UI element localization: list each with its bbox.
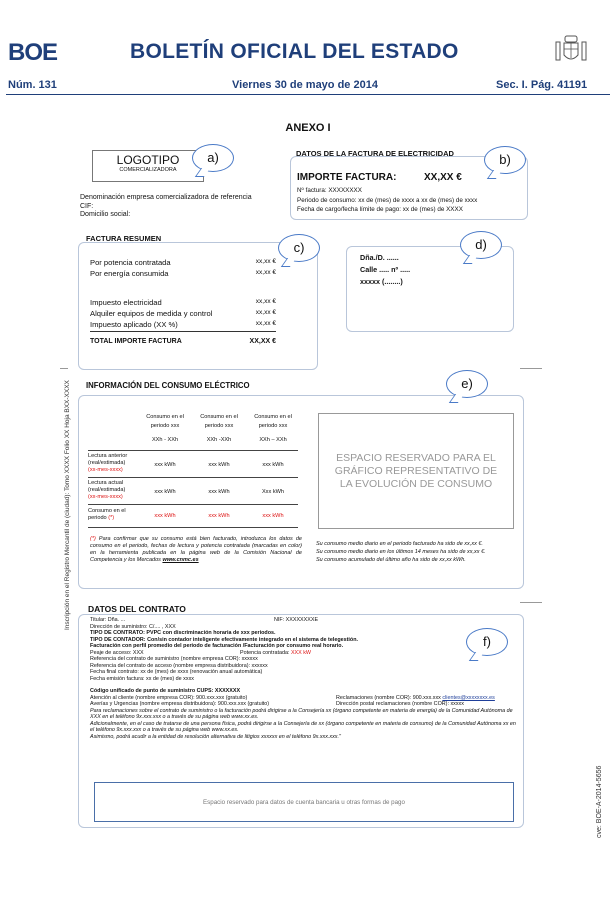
col-date: XXh – XXh [259,437,287,443]
table-cell: xxx kWh [208,489,230,495]
contract-line: Referencia del contrato de acceso (nombre empresa distribuidora): xxxxxx [90,662,268,669]
company-info [80,194,252,220]
contract-line: Peaje de acceso: XXX Potencia contratada: XXX kW [90,649,312,656]
contract-line: TIPO DE CONTADOR: Con/sin contador inteligente efectivamente integrado en el sistema de telegestión. [90,636,358,643]
callout-a-label: a) [207,150,219,165]
consumption-heading: INFORMACIÓN DEL CONSUMO ELÉCTRICO [86,381,250,390]
average-line: Su consumo acumulado del último año ha sido de xx,xx kWh. [316,557,466,563]
payment-date: Fecha de cargo/fecha límite de pago: xx de (mes) de XXXX [297,206,463,213]
invoice-amount-value: XX,XX € [424,172,462,183]
table-rule [88,477,298,478]
header-rule [6,94,610,95]
page-title: BOLETÍN OFICIAL DEL ESTADO [130,40,459,63]
summary-total-label: TOTAL IMPORTE FACTURA [90,338,182,345]
col-header: Consumo en el periodo xxx [254,414,292,429]
col-header: Consumo en el periodo xxx [146,414,184,429]
company-name: Denominación empresa comercializadora de referencia [80,194,252,201]
invoice-amount-label: IMPORTE FACTURA: [297,172,397,183]
callout-e-label: e) [461,376,473,391]
divider [60,368,68,369]
contract-line: Facturación con perfil promedio del periodo de facturación /Facturación por consumo real horario. [90,643,344,649]
issue-number: Núm. 131 [8,79,57,91]
contract-line: Referencia del contrato de suministro (nombre empresa COR): xxxxxx [90,656,258,662]
table-cell: xxx kWh [208,462,230,468]
callout-f-label: f) [483,634,491,649]
summary-row-value: xx,xx € [255,320,276,327]
callout-c-label: c) [293,240,305,255]
reading-row-label: Lectura actual (real/estimada) (xx-mes-xxxx) [88,480,126,500]
summary-total-row [90,338,276,349]
section-page: Sec. I. Pág. 41191 [496,79,588,91]
col-date: XXh - XXh [151,437,179,443]
contract-heading: DATOS DEL CONTRATO [88,604,186,614]
callout-b-label: b) [499,152,511,167]
summary-row-value: xx,xx € [255,309,276,316]
chart-placeholder: ESPACIO RESERVADO PARA EL GRÁFICO REPRESENTATIVO DE LA EVOLUCIÓN DE CONSUMO [318,413,514,529]
logo-sub-label: COMERCIALIZADORA [119,167,177,173]
issue-date: Viernes 30 de mayo de 2014 [232,79,378,91]
cnmc-link[interactable]: www.cnmc.es [162,557,199,563]
consumption-note: (*) Para confirmar que su consumo está bien facturado, introduzca los datos de consumo en el periodo, fechas de lectura y potencia contratada (marcadas en color) en la herramienta publicada en la página web de la Comisión Nacional de Competencia y los Mercados www.cnmc.es [90,536,302,563]
contract-paragraph: Asimismo, podrá acudir a la entidad de resolución alternativa de litigios xxxxxx en el teléfono 9x.xxx.xxx." [90,733,341,740]
average-line: Su consumo medio diario en los últimos 14 meses ha sido de xx,xx €. [316,549,486,555]
contract-line: Dirección de suministro: C/.... , XXX [90,623,176,630]
divider [520,602,542,603]
summary-row-value: xx,xx € [255,298,276,305]
logo-placeholder [92,150,204,182]
table-cell: xxx kWh [262,462,284,468]
contract-line: Titular: Dña. ... NIF: XXXXXXXXE [90,617,319,623]
customer-name: Dña./D. ...... [360,253,399,262]
summary-row-label: Impuesto electricidad [90,298,162,307]
contract-line: Averías y Urgencias (nombre empresa distribuidora): 900.xxx.xxx (gratuito) Dirección postal reclamaciones (nombre COR): xxxxx [90,701,464,707]
annex-title: ANEXO I [285,122,331,134]
customer-city: xxxxx (........) [360,277,403,286]
customer-address [360,252,410,288]
summary-row-label: Impuesto aplicado (XX %) [90,320,178,329]
boe-logo [8,38,78,64]
summary-rows [90,258,276,349]
invoice-number: Nº factura: XXXXXXXX [297,187,362,194]
claims-email-link[interactable]: clientes@xxxxxxxx.es [442,694,495,701]
consumption-period: Periodo de consumo: xx de (mes) de xxxx a xx de (mes) de xxxx [297,196,478,204]
summary-row-label: Por energía consumida [90,269,169,278]
summary-row [90,309,276,320]
table-cell: xxx kWh [154,513,176,519]
registry-note: Inscripción en el Registro Mercantil de (ciudad): Tomo XXXX Folio XX Hoja BXX-XXXX [64,380,71,630]
boe-logo-text: BOE [8,39,58,64]
col-header: Consumo en el periodo xxx [200,414,238,429]
reading-row-label: Consumo en el periodo (*) [88,508,126,521]
contract-line: TIPO DE CONTRATO: PVPC con discriminación horaria de xxx periodos. [90,630,276,636]
callout-c [278,234,320,262]
company-address: Domicilio social: [80,211,131,218]
callout-d-label: d) [475,237,487,252]
contract-details [90,617,516,740]
average-line: Su consumo medio diario en el periodo facturado ha sido de xx,xx €. [316,541,483,547]
table-cell: xxx kWh [154,489,176,495]
summary-row [90,269,276,280]
company-cif: CIF: [80,202,94,210]
callout-d [460,231,502,259]
summary-row [90,320,276,332]
average-consumption [316,540,486,564]
contract-line: Fecha emisión factura: xx de (mes) de xxxx [90,675,194,682]
reading-row-label: Lectura anterior (real/estimada) (xx-mes-xxxx) [88,453,128,473]
divider [520,368,542,369]
col-date: XXh -XXh [206,437,232,443]
summary-row-value: xx,xx € [255,258,276,265]
table-cell: xxx kWh [154,462,176,468]
customer-street: Calle ..... nº ..... [360,265,411,274]
callout-b [484,146,526,174]
summary-row-label: Alquiler equipos de medida y control [90,309,213,318]
cve-code: cve: BOE-A-2014-5656 [596,765,603,838]
summary-row-label: Por potencia contratada [90,258,171,267]
table-rule [88,504,298,505]
bank-details-placeholder: Espacio reservado para datos de cuenta bancaria u otras formas de pago [94,782,514,822]
summary-row-value: xx,xx € [255,269,276,276]
callout-e [446,370,488,398]
table-cell: xxx kWh [262,513,284,519]
contract-line: Atención al cliente (nombre empresa COR): 900.xxx.xxx (gratuito) Reclamaciones (nombre COR): 900.xxx.xxx clientes@xxxxxxxx.es [90,694,495,701]
summary-row [90,258,276,269]
summary-total-value: XX,XX € [249,338,276,345]
invoice-details [297,186,477,215]
contract-paragraph: Adicionalmente, en el caso de tratarse de una persona física, podrá dirigirse a la Consejería de xx (órgano competente en materia de consumo) de la Comunidad Autónoma xx en el teléfono 9x.xxx.xxx o a través de su página web www.xx.es. [90,720,516,733]
logo-label: LOGOTIPO [116,153,180,167]
contract-line: Código unificado de punto de suministro CUPS: XXXXXXX [90,688,241,694]
invoice-data-heading: DATOS DE LA FACTURA DE ELECTRICIDAD [296,149,454,158]
summary-heading: FACTURA RESUMEN [86,234,162,243]
contract-line: Fecha final contrato: xx de (mes) de xxxx (renovación anual automática) [90,669,263,675]
table-rule [88,527,298,528]
table-cell: Xxx kWh [261,489,285,495]
coat-of-arms-icon [552,34,590,66]
table-rule [88,450,298,451]
callout-a [192,144,234,172]
summary-row [90,298,276,309]
contract-paragraph: Para reclamaciones sobre el contrato de suministro o la facturación podrá dirigirse a la Consejería xx (órgano competente en materia de energía) de la Comunidad Autónoma de XXX en el teléfono 9x.xxx.xxx o a través de su página web www.xx.es. [90,707,513,720]
table-cell: xxx kWh [208,513,230,519]
